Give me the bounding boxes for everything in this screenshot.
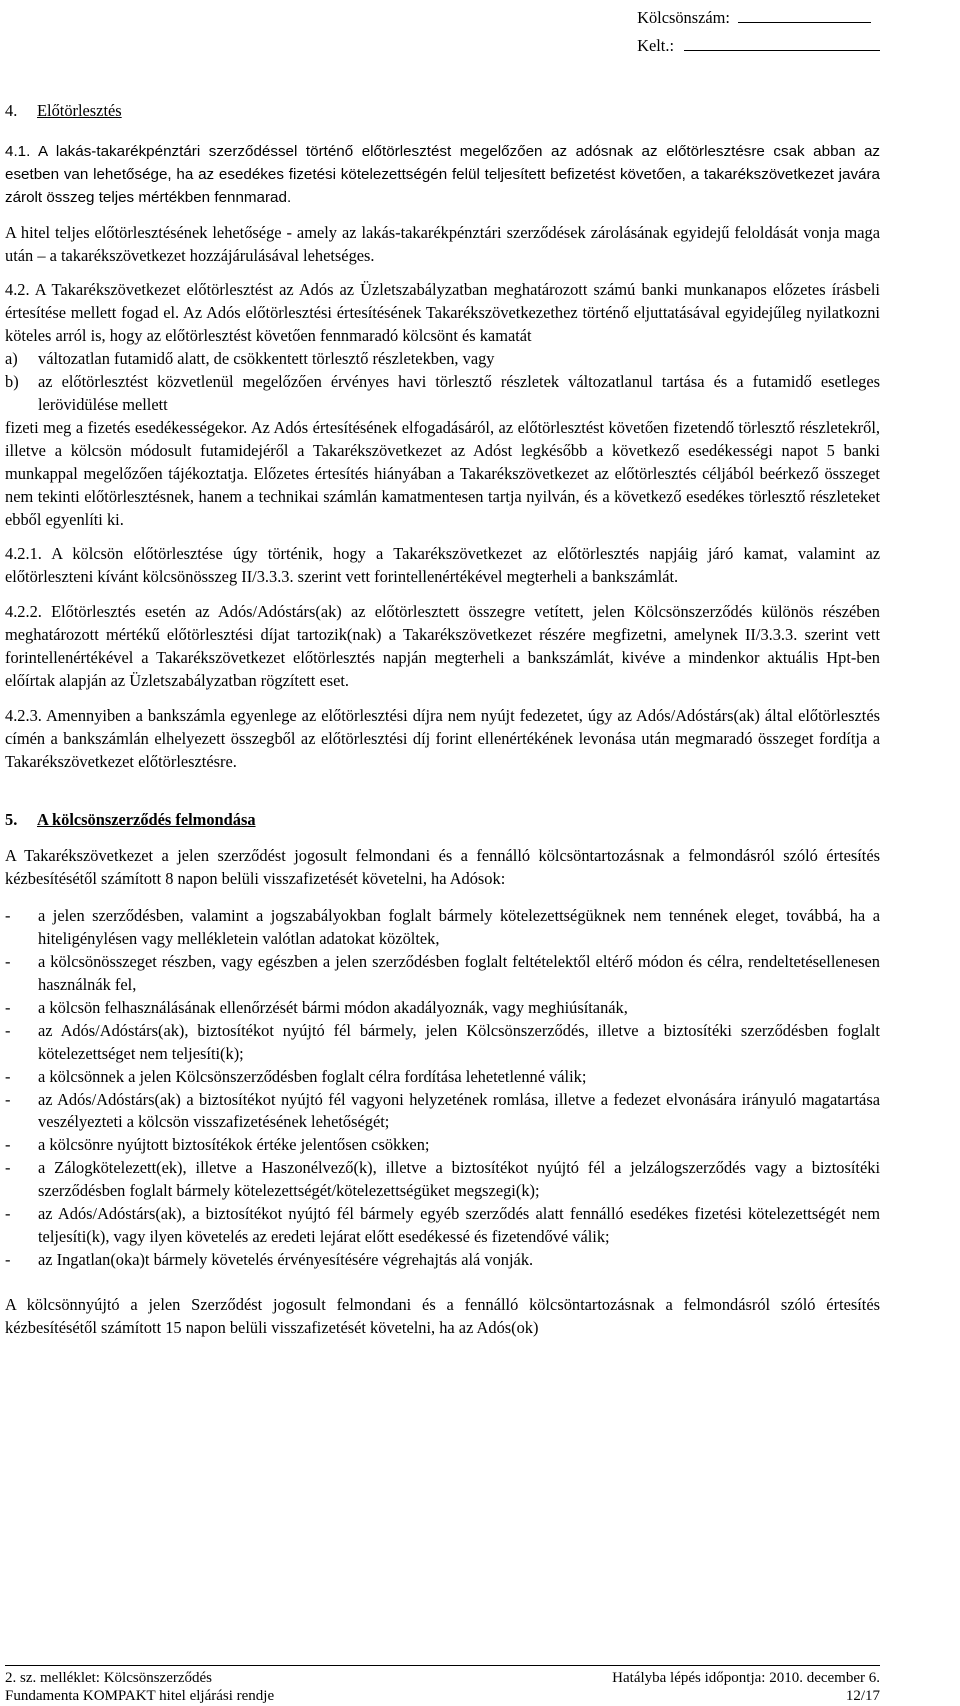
footer-row-1 <box>5 1669 880 1687</box>
paragraph-4-1-b: A hitel teljes előtörlesztésének lehetősége - amely az lakás-takarékpénztári szerződések zárolásának egyidejű feloldását vonja maga után – a takarékszövetkezet hozzájárulásával lehetséges. <box>5 222 880 265</box>
footer-procedure-title: Fundamenta KOMPAKT hitel eljárási rendje <box>5 1688 275 1704</box>
section-5-title: A kölcsönszerződés felmondása <box>37 809 256 829</box>
date-row <box>637 32 880 60</box>
loan-number-label: Kölcsönszám: <box>637 8 730 27</box>
date-blank <box>684 34 880 51</box>
condition-item <box>5 997 880 1020</box>
bullet: - <box>5 997 11 1017</box>
bullet: - <box>5 906 11 926</box>
bullet: - <box>5 952 11 972</box>
paragraph-4-2-1: 4.2.1. A kölcsön előtörlesztése úgy történik, hogy a Takarékszövetkezet az előtörlesztés napjáig járó kamat, valamint az előtörleszteni kívánt kölcsönösszeg II/3.3.3. szerint vett forintellenértékével megterheli a bankszámlát. <box>5 544 880 587</box>
option-a <box>5 348 880 371</box>
condition-item <box>5 1066 880 1089</box>
paragraph-4-2-2: 4.2.2. Előtörlesztés esetén az Adós/Adóstárs(ak) az előtörlesztett összegre vetített, jelen Kölcsönszerződés különös részében meghatározott mértékű előtörlesztési díjat tartozik(nak) a Takarékszövetkezet részére megfizetni, amelynek II/3.3.3. szerint vett forintellenértékével a Takarékszövetkezet előtörlesztés napján megterheli a bankszámlát, kivéve a mindenkor aktuális Hpt-ben előírtak alapján az Üzletszabályzatban rögzített eset. <box>5 602 880 690</box>
page-header <box>637 4 880 60</box>
paragraph-4-1: 4.1. A lakás-takarékpénztári szerződéssel történő előtörlesztést megelőzően az adósnak az előtörlesztésre csak abban az esetben van lehetősége, ha az esedékes fizetési kötelezettségén felül teljesített befizetést követően, a takarékszövetkezet javára zárolt összeg teljes mértékben fennmarad. <box>5 142 880 206</box>
bullet: - <box>5 1158 11 1178</box>
date-label: Kelt.: <box>637 36 674 55</box>
footer-effective-date: Hatályba lépés időpontja: 2010. december 6. <box>612 1670 880 1686</box>
loan-number-row <box>637 4 880 32</box>
termination-conditions-list <box>5 905 880 1272</box>
section-5-number: 5. <box>5 809 18 829</box>
section-4-heading <box>5 100 880 123</box>
condition-text: a kölcsönnek a jelen Kölcsönszerződésben foglalt célra fordítása lehetetlenné válik; <box>38 1066 587 1086</box>
paragraph-4-2-options <box>5 348 880 417</box>
condition-text: a jelen szerződésben, valamint a jogszabályokban foglalt bármely kötelezettségüknek nem tennének eleget, továbbá, ha a hiteligénylésen vagy mellékletein valótlan adatokat közöltek, <box>38 906 880 949</box>
section-5-intro: A Takarékszövetkezet a jelen szerződést jogosult felmondani és a fennálló kölcsöntartozásnak a felmondásról szóló értesítés kézbesítésétől számított 8 napon belüli visszafizetését követelni, ha Adósok: <box>5 846 880 889</box>
section-5-heading <box>5 809 880 832</box>
bullet: - <box>5 1135 11 1155</box>
condition-item <box>5 1020 880 1066</box>
condition-text: az Ingatlan(oka)t bármely követelés érvényesítésére végrehajtás alá vonják. <box>38 1249 534 1269</box>
option-b-marker: b) <box>5 372 19 392</box>
section-4-title: Előtörlesztés <box>37 101 122 120</box>
footer-page-number: 12/17 <box>845 1688 880 1704</box>
condition-text: a kölcsön felhasználásának ellenőrzését bármi módon akadályoznák, vagy meghiúsítanák, <box>38 997 628 1017</box>
bullet: - <box>5 1204 11 1224</box>
condition-item <box>5 1157 880 1203</box>
condition-text: az Adós/Adóstárs(ak), biztosítékot nyújtó fél bármely, jelen Kölcsönszerződés, illetve a biztosítéki szerződésben foglalt kötelezettséget nem teljesíti(k); <box>38 1020 880 1063</box>
footer-divider <box>5 1665 880 1666</box>
condition-item <box>5 1249 880 1272</box>
bullet: - <box>5 1089 11 1109</box>
paragraph-4-2-3: 4.2.3. Amennyiben a bankszámla egyenlege az előtörlesztési díjra nem nyújt fedezetet, úgy az Adós/Adóstárs(ak) által előtörlesztés címén a bankszámlán elhelyezett összegből az előtörlesztési díj forint ellenértékének levonása után megmaradó összeget fordítja a Takarékszövetkezet előtörlesztésre. <box>5 705 880 771</box>
condition-text: a kölcsönre nyújtott biztosítékok értéke jelentősen csökken; <box>38 1135 430 1155</box>
footer-row-2 <box>5 1687 880 1705</box>
condition-item <box>5 1089 880 1135</box>
loan-number-blank <box>738 6 871 23</box>
condition-text: az Adós/Adóstárs(ak) a biztosítékot nyújtó fél vagyoni helyzetének romlása, illetve a fedezet elvonására irányuló magatartása veszélyezteti a kölcsön visszafizetésének lehetőségét; <box>38 1089 880 1132</box>
option-b <box>5 371 880 417</box>
bullet: - <box>5 1020 11 1040</box>
condition-item <box>5 951 880 997</box>
condition-item <box>5 1203 880 1249</box>
condition-text: a Zálogkötelezett(ek), illetve a Haszonélvező(k), illetve a biztosítékot nyújtó fél a jelzálogszerződés vagy a biztosítéki szerződésben foglalt bármely kötelezettségét/kötelezettségüket megszegi(k); <box>38 1158 880 1201</box>
section-4-number: 4. <box>5 101 18 120</box>
section-5-outro: A kölcsönnyújtó a jelen Szerződést jogosult felmondani és a fennálló kölcsöntartozásnak a felmondásról szóló értesítés kézbesítésétől számított 15 napon belüli visszafizetését követelni, ha az Adós(ok) <box>5 1294 880 1337</box>
option-b-text: az előtörlesztést közvetlenül megelőzően érvényes havi törlesztő részletek változatlanul tartása és a futamidő esetleges lerövidülése mellett <box>38 372 880 414</box>
footer-document-title: 2. sz. melléklet: Kölcsönszerződés <box>5 1670 213 1686</box>
page-footer <box>5 1665 880 1705</box>
condition-item <box>5 1134 880 1157</box>
option-a-text: változatlan futamidő alatt, de csökkentett törlesztő részletekben, vagy <box>38 349 495 369</box>
bullet: - <box>5 1249 11 1269</box>
paragraph-4-2-continued: fizeti meg a fizetés esedékességekor. Az Adós értesítésének elfogadásáról, az előtörlesztést követően fizetendő törlesztő részletekről, illetve a kölcsön módosult futamidejéről a Takarékszövetkezet az Adóst legkésőbb a következő esedékességi napot 5 banki munkappal megelőzően tájékoztatja. Előzetes értesítés hiányában a Takarékszövetkezet az előtörlesztés céljából beérkező összeget nem tekinti előtörlesztésnek, hanem a technikai számlán kamatmentesen tartja nyilván, és a következő esedékes törlesztő részleteket ebből egyenlíti ki. <box>5 417 880 529</box>
condition-text: a kölcsönösszeget részben, vagy egészben a jelen szerződésben foglalt feltételektől eltérő módon és célra, rendeltetésellenesen használnák fel, <box>38 952 880 994</box>
condition-item <box>5 905 880 951</box>
condition-text: az Adós/Adóstárs(ak), a biztosítékot nyújtó fél bármely egyéb szerződés alatt fennálló esedékes fizetési kötelezettségét nem teljesíti(k), vagy ilyen követelés az eredeti lejárat előtt esedékessé és fizetendővé válik; <box>38 1204 880 1246</box>
option-a-marker: a) <box>5 349 18 369</box>
paragraph-4-2: 4.2. A Takarékszövetkezet előtörlesztést az Adós az Üzletszabályzatban meghatározott számú banki munkanapos előzetes írásbeli értesítése mellett fogad el. Az Adós előtörlesztési értesítésének Takarékszövetkezethez történő eljuttatásával egyidejűleg nyilatkozni köteles arról is, hogy az előtörlesztést követően fennmaradó kölcsönt és kamatát <box>5 280 880 346</box>
document-body <box>5 100 880 1340</box>
bullet: - <box>5 1066 11 1086</box>
